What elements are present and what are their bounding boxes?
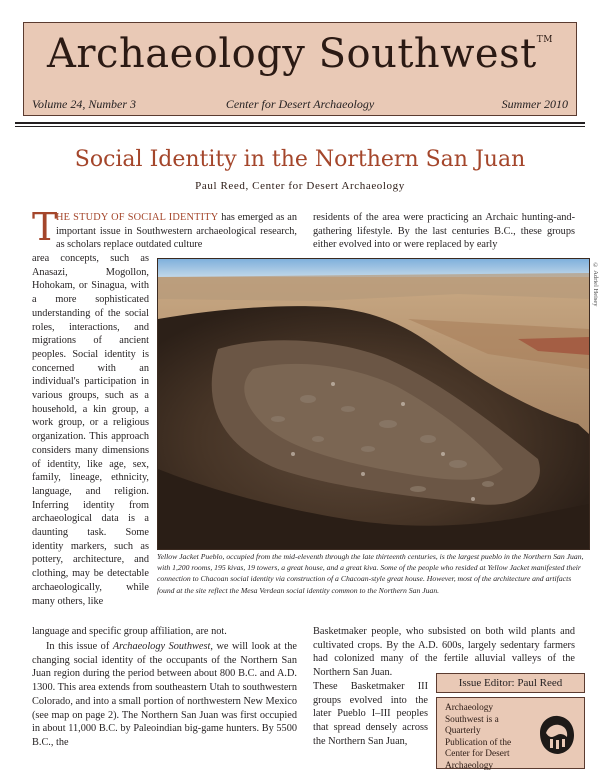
drop-cap: T [32, 205, 58, 249]
col1-top-text: has emerged as an important issue in Southwestern archaeological research, as scholars replace outdated culture [56, 212, 297, 251]
body-text-col1-narrow: area concepts, such as Anasazi, Mogollon, Hohokam, or Sinagua, with a more sophisticated understanding of the social roles, interactions, and migrations of ancient peoples. Social identity is concerned with an individual's participation in various groups, such as a household, a kin group, a work group, or a religious organization. This approach considers many dimensions of identity, like age, sex, family, lineage, ethnicity, language, and religion. Inferring identity from archaeological data is a daunting task. Some identity markers, such as pottery, architecture, and clothing, may be detectable archaeologically, while many others, like [32, 253, 149, 607]
body-text-col2-narrow: These Basketmaker III groups evolved into the later Pueblo I–III peoples that spread densely across the Northern San Juan, [313, 681, 428, 747]
divider [15, 122, 585, 124]
aerial-photo-yellow-jacket-pueblo [157, 258, 590, 550]
body-text-col2-top: residents of the area were practicing an Archaic hunting-and-gathering lifestyle. By the last centuries B.C., these groups either evolved into or were replaced by early [313, 212, 575, 251]
para2-rest: , we will look at the changing social identity of the occupants of the Northern San Juan region during the period between about 800 B.C. and A.D. 1300. This area extends from southeastern Utah to southwestern Colorado, and into a small portion of northwestern New Mexico (see map on page 2). The Northern San Juan was first occupied in about 11,000 B.C. by Paleoindian big-game hunters. By 5500 B.C., the [32, 641, 297, 748]
about-text: Archaeology Southwest is a Quarterly Publication of the Center for Desert Archaeology [445, 703, 512, 771]
article-byline: Paul Reed, Center for Desert Archaeology [195, 180, 405, 192]
volume-number: Volume 24, Number 3 [32, 97, 136, 111]
para2-start: In this issue of [46, 641, 113, 652]
masthead-title-text: Archaeology Southwest [47, 31, 537, 77]
masthead-title [24, 31, 576, 77]
body-text-col2-bottom: Basketmaker people, who subsisted on both wild plants and cultivated crops. By the A.D. 600s, largely sedentary farmers had colonized many of the fertile alluvial valleys of the Northern San Juan. [313, 626, 575, 679]
article-headline: Social Identity in the Northern San Juan [74, 147, 526, 172]
lead-in-text: HE STUDY OF SOCIAL IDENTITY [56, 212, 219, 223]
publication-name: Archaeology Southwest [112, 641, 211, 652]
body-text-col1-full: language and specific group affiliation, are not. [32, 626, 227, 637]
about-box [436, 697, 585, 769]
masthead [23, 22, 577, 94]
trademark: TM [536, 35, 553, 45]
divider [15, 126, 585, 127]
issue-editor-box: Issue Editor: Paul Reed [436, 673, 585, 693]
photo-credit: © Adriel Heisey [592, 262, 599, 307]
publication-logo-icon [536, 713, 578, 757]
body-text-col1-para2 [32, 640, 297, 750]
photo-illustration [158, 259, 589, 549]
photo-caption: Yellow Jacket Pueblo, occupied from the mid-eleventh through the late thirteenth centuries, is the largest pueblo in the Northern San Juan, with 1,200 rooms, 195 kivas, 19 towers, a great house, and a great kiva. Some of the people who resided at Yellow Jacket manifested their connection to Chacoan social identity via construction of a Chacoan-style great house. However, most of the architecture and artifacts found at the site reflect the Mesa Verdean social identity common to the Northern San Juan. [157, 552, 584, 595]
volume-bar [23, 93, 577, 116]
body-text-col1-intro [56, 211, 297, 252]
issue-season: Summer 2010 [501, 97, 568, 111]
publisher-name: Center for Desert Archaeology [225, 97, 375, 111]
